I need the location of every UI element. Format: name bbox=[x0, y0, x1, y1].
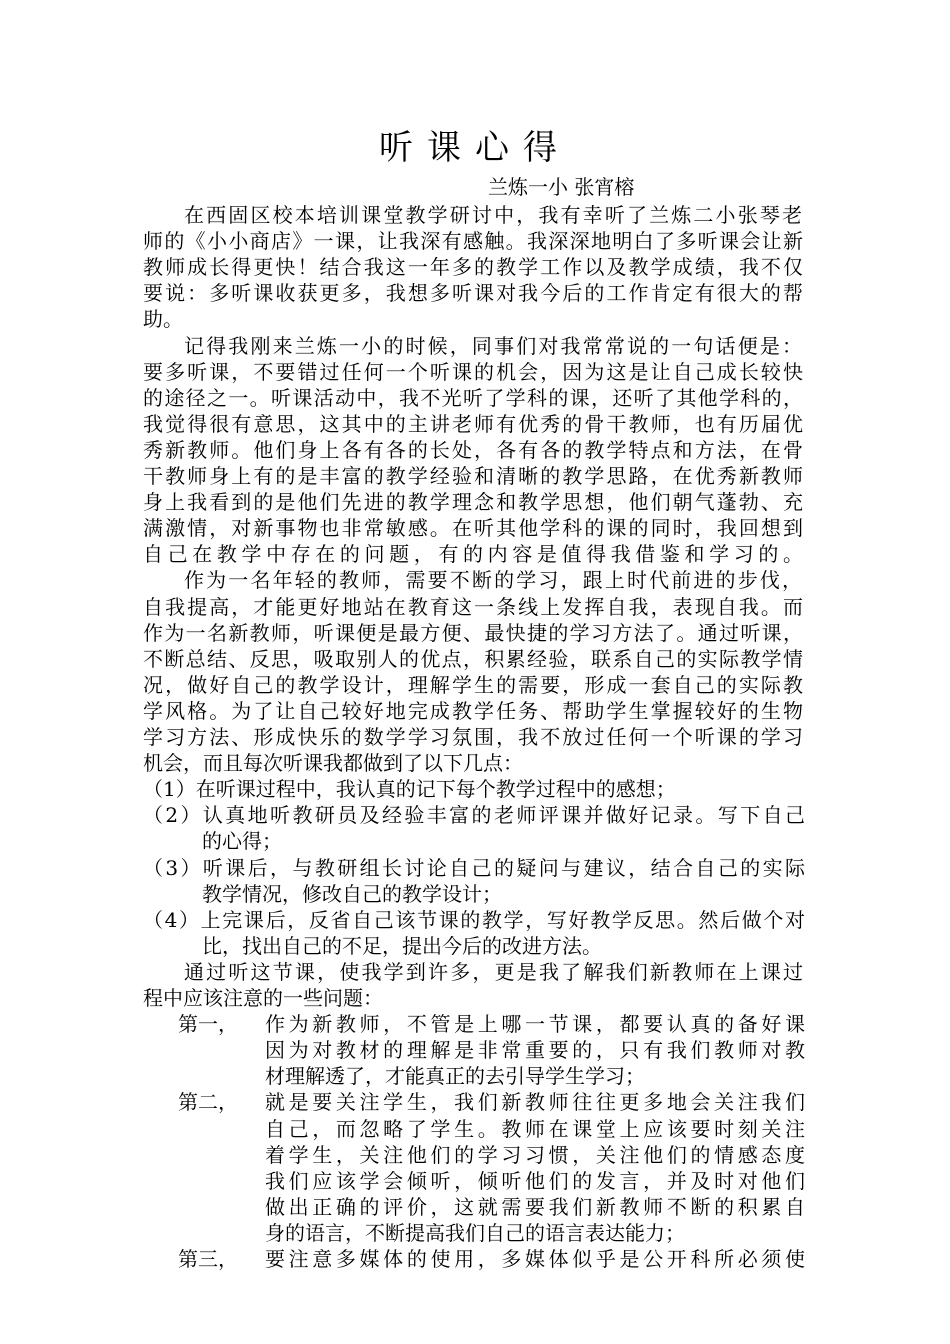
text-line: 我觉得很有意思，这其中的主讲老师有优秀的骨干教师，也有历届优 bbox=[143, 411, 803, 436]
point-line: 要注意多媒体的使用，多媒体似乎是公开科所必须使 bbox=[265, 1247, 805, 1271]
point-label: 第一， bbox=[178, 1012, 238, 1037]
point-line: 材理解透了，才能真正的去引导学生学习； bbox=[265, 1064, 645, 1089]
list-item: （2）认真地听教研员及经验丰富的老师评课并做好记录。写下自己 bbox=[143, 803, 805, 828]
text-line: 记得我刚来兰炼一小的时候，同事们对我常常说的一句话便是： bbox=[184, 333, 802, 358]
text-line: 在西固区校本培训课堂教学研讨中，我有幸听了兰炼二小张琴老 bbox=[184, 203, 802, 227]
text-line: 学风格。为了让自己较好地完成教学任务、帮助学生掌握较好的生物 bbox=[143, 698, 803, 723]
text-line: 干教师身上有的是丰富的教学经验和清晰的教学思路，在优秀新教师 bbox=[143, 464, 803, 488]
text-line: 学习方法、形成快乐的数学学习氛围，我不放过任何一个听课的学习 bbox=[143, 725, 803, 749]
point-line: 因为对教材的理解是非常重要的，只有我们教师对教 bbox=[265, 1038, 805, 1063]
text-line: 教师成长得更快！结合我这一年多的教学工作以及教学成绩，我不仅 bbox=[143, 255, 803, 280]
text-line: 不断总结、反思，吸取别人的优点，积累经验，联系自己的实际教学情 bbox=[143, 646, 803, 671]
list-item-continuation: 教学情况，修改自己的教学设计； bbox=[202, 881, 502, 906]
text-line: 的途径之一。听课活动中，我不光听了学科的课，还听了其他学科的， bbox=[143, 385, 803, 410]
point-line: 就是要关注学生，我们新教师往往更多地会关注我们 bbox=[265, 1090, 805, 1115]
point-label: 第二， bbox=[178, 1090, 238, 1115]
point-line: 着学生，关注他们的学习习惯，关注他们的情感态度 bbox=[265, 1142, 805, 1167]
text-line: 满激情，对新事物也非常敏感。在听其他学科的课的同时，我回想到 bbox=[143, 516, 803, 541]
text-line: 机会，而且每次听课我都做到了以下几点： bbox=[143, 751, 523, 776]
list-item-continuation: 的心得； bbox=[202, 829, 282, 854]
point-label: 第三， bbox=[178, 1247, 238, 1271]
point-line: 我们应该学会倾听，倾听他们的发言，并及时对他们 bbox=[265, 1168, 805, 1193]
text-line: 助。 bbox=[143, 307, 183, 332]
point-line: 做出正确的评价，这就需要我们新教师不断的积累自 bbox=[265, 1194, 805, 1219]
text-line: 自我提高，才能更好地站在教育这一条线上发挥自我，表现自我。而 bbox=[143, 594, 803, 619]
list-item-continuation: 比，找出自己的不足，提出今后的改进方法。 bbox=[202, 933, 602, 958]
list-item: （3）听课后，与教研组长讨论自己的疑问与建议，结合自己的实际 bbox=[143, 855, 805, 880]
point-line: 作为新教师，不管是上哪一节课，都要认真的备好课 bbox=[265, 1012, 805, 1037]
text-line: 秀新教师。他们身上各有各的长处，各有各的教学特点和方法，在骨 bbox=[143, 437, 803, 462]
list-item: （4）上完课后，反省自己该节课的教学，写好教学反思。然后做个对 bbox=[143, 907, 805, 932]
text-line: 况，做好自己的教学设计，理解学生的需要，形成一套自己的实际教 bbox=[143, 672, 803, 697]
list-item: （1）在听课过程中，我认真的记下每个教学过程中的感想； bbox=[143, 777, 676, 802]
text-line: 作为一名年轻的教师，需要不断的学习，跟上时代前进的步伐， bbox=[184, 568, 802, 593]
text-line: 自己在教学中存在的问题，有的内容是值得我借鉴和学习的。 bbox=[143, 542, 803, 567]
document-title: 听课心得 bbox=[379, 128, 571, 168]
author-line: 兰炼一小 张宵榕 bbox=[488, 175, 635, 199]
text-line: 程中应该注意的一些问题： bbox=[143, 986, 383, 1010]
text-line: 师的《小小商店》一课，让我深有感触。我深深地明白了多听课会让新 bbox=[143, 229, 803, 254]
point-line: 自己，而忽略了学生。教师在课堂上应该要时刻关注 bbox=[265, 1116, 805, 1141]
text-line: 通过听这节课，使我学到许多，更是我了解我们新教师在上课过 bbox=[184, 959, 803, 984]
point-line: 身的语言，不断提高我们自己的语言表达能力； bbox=[265, 1220, 685, 1245]
text-line: 要多听课，不要错过任何一个听课的机会，因为这是让自己成长较快 bbox=[143, 359, 803, 384]
text-line: 要说：多听课收获更多，我想多听课对我今后的工作肯定有很大的帮 bbox=[143, 281, 803, 306]
text-line: 身上我看到的是他们先进的教学理念和教学思想，他们朝气蓬勃、充 bbox=[143, 490, 803, 515]
text-line: 作为一名新教师，听课便是最方便、最快捷的学习方法了。通过听课， bbox=[143, 620, 803, 645]
